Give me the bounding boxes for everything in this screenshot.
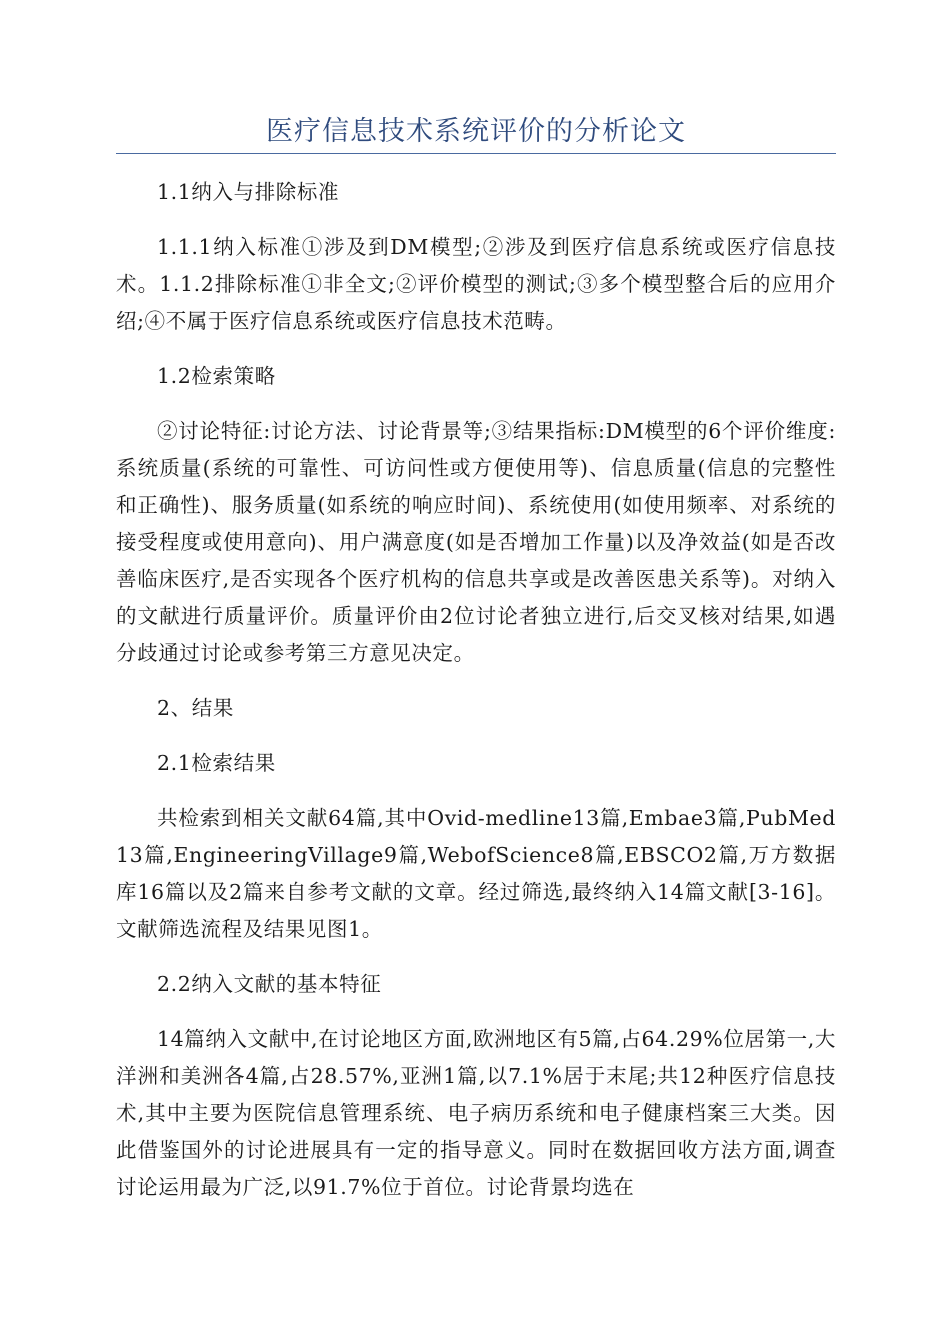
section-heading-1-1: 1.1纳入与排除标准 (157, 180, 340, 204)
section-heading-2: 2、结果 (157, 696, 234, 720)
paragraph-search-results: 共检索到相关文献64篇,其中Ovid-medline13篇,Embae3篇,PubMed13篇,EngineeringVillage9篇,WebofScience8篇,EBSCO2篇,万方数据库16篇以及2篇来自参考文献的文章。经过筛选,最终纳入14篇文献[3-16]。文献筛选流程及结果见图1。 (116, 806, 836, 941)
paragraph-criteria: 1.1.1纳入标准①涉及到DM模型;②涉及到医疗信息系统或医疗信息技术。1.1.2排除标准①非全文;②评价模型的测试;③多个模型整合后的应用介绍;④不属于医疗信息系统或医疗信息技术范畴。 (116, 235, 836, 333)
paragraph-basic-characteristics: 14篇纳入文献中,在讨论地区方面,欧洲地区有5篇,占64.29%位居第一,大洋洲和美洲各4篇,占28.57%,亚洲1篇,以7.1%居于末尾;共12种医疗信息技术,其中主要为医院信息管理系统、电子病历系统和电子健康档案三大类。因此借鉴国外的讨论进展具有一定的指导意义。同时在数据回收方法方面,调查讨论运用最为广泛,以91.7%位于首位。讨论背景均选在 (116, 1027, 836, 1199)
section-heading-2-1: 2.1检索结果 (157, 751, 276, 775)
section-heading-1-2: 1.2检索策略 (157, 364, 276, 388)
document-body (116, 174, 836, 1206)
document-page (116, 112, 836, 1224)
document-title: 医疗信息技术系统评价的分析论文 (116, 112, 836, 154)
paragraph-search-strategy: ②讨论特征:讨论方法、讨论背景等;③结果指标:DM模型的6个评价维度:系统质量(系统的可靠性、可访问性或方便使用等)、信息质量(信息的完整性和正确性)、服务质量(如系统的响应时间)、系统使用(如使用频率、对系统的接受程度或使用意向)、用户满意度(如是否增加工作量)以及净效益(如是否改善临床医疗,是否实现各个医疗机构的信息共享或是改善医患关系等)。对纳入的文献进行质量评价。质量评价由2位讨论者独立进行,后交叉核对结果,如遇分歧通过讨论或参考第三方意见决定。 (116, 419, 836, 665)
section-heading-2-2: 2.2纳入文献的基本特征 (157, 972, 382, 996)
